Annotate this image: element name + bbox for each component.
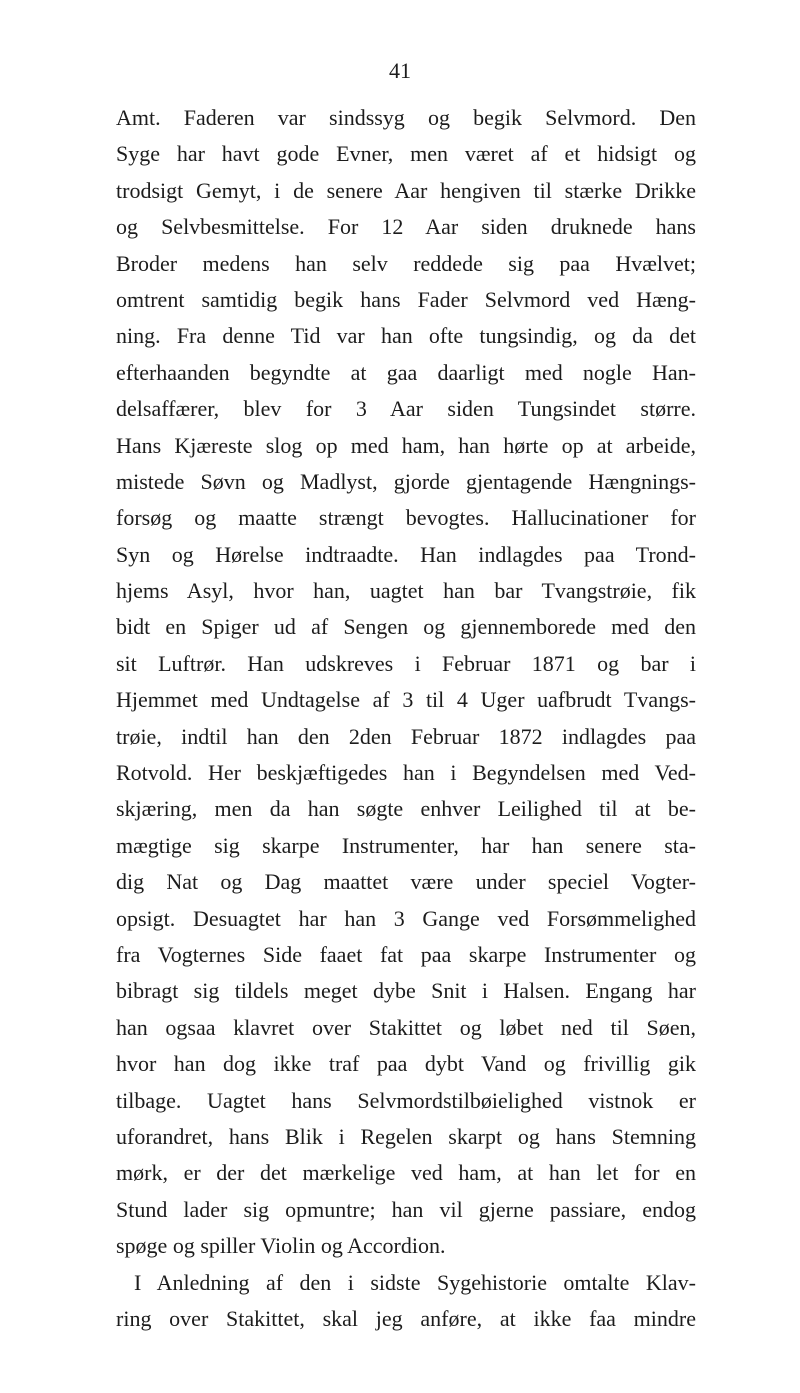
text-line: omtrent samtidig begik hans Fader Selvmord ved Hæng-	[116, 286, 696, 312]
text-line: uforandret, hans Blik i Regelen skarpt og hans Stemning	[116, 1123, 696, 1149]
text-line: Hans Kjæreste slog op med ham, han hørte op at arbeide,	[116, 432, 696, 458]
body-text	[116, 100, 696, 1337]
text-line: dig Nat og Dag maattet være under speciel Vogter-	[116, 869, 696, 895]
text-line: delsaffærer, blev for 3 Aar siden Tungsindet større.	[116, 396, 696, 422]
text-line: hvor han dog ikke traf paa dybt Vand og frivillig gik	[116, 1051, 696, 1077]
text-line: bibragt sig tildels meget dybe Snit i Halsen. Engang har	[116, 978, 696, 1004]
text-line: mægtige sig skarpe Instrumenter, har han senere sta-	[116, 832, 696, 858]
text-line: trøie, indtil han den 2den Februar 1872 indlagdes paa	[116, 723, 696, 749]
text-line: bidt en Spiger ud af Sengen og gjennemborede med den	[116, 614, 696, 640]
text-line: ring over Stakittet, skal jeg anføre, at ikke faa mindre	[116, 1305, 696, 1331]
text-line: fra Vogternes Side faaet fat paa skarpe Instrumenter og	[116, 941, 696, 967]
text-line: mistede Søvn og Madlyst, gjorde gjentagende Hængnings-	[116, 468, 696, 494]
text-line: Broder medens han selv reddede sig paa Hvælvet;	[116, 250, 696, 276]
text-line: forsøg og maatte strængt bevogtes. Hallucinationer for	[116, 505, 696, 531]
text-line: Syn og Hørelse indtraadte. Han indlagdes paa Trond-	[116, 541, 696, 567]
text-line: og Selvbesmittelse. For 12 Aar siden druknede hans	[116, 214, 696, 240]
text-line-paragraph-end: spøge og spiller Violin og Accordion.	[116, 1233, 446, 1259]
text-line: opsigt. Desuagtet har han 3 Gange ved Forsømmelighed	[116, 905, 696, 931]
text-line: hjems Asyl, hvor han, uagtet han bar Tvangstrøie, fik	[116, 578, 696, 604]
text-line: Stund lader sig opmuntre; han vil gjerne passiare, endog	[116, 1196, 696, 1222]
text-line: skjæring, men da han søgte enhver Leilighed til at be-	[116, 796, 696, 822]
text-line: efterhaanden begyndte at gaa daarligt med nogle Han-	[116, 359, 696, 385]
text-line: Amt. Faderen var sindssyg og begik Selvmord. Den	[116, 105, 696, 130]
text-line: mørk, er der det mærkelige ved ham, at han let for en	[116, 1160, 696, 1186]
text-line: tilbage. Uagtet hans Selvmordstilbøielighed vistnok er	[116, 1087, 696, 1113]
text-line-paragraph-start: I Anledning af den i sidste Sygehistorie omtalte Klav-	[134, 1269, 696, 1295]
text-line: Syge har havt gode Evner, men været af et hidsigt og	[116, 141, 696, 167]
page-number: 41	[389, 58, 411, 83]
text-line: sit Luftrør. Han udskreves i Februar 1871 og bar i	[116, 650, 696, 676]
text-line: Hjemmet med Undtagelse af 3 til 4 Uger uafbrudt Tvangs-	[116, 687, 696, 713]
text-line: han ogsaa klavret over Stakittet og løbet ned til Søen,	[116, 1014, 696, 1040]
text-line: ning. Fra denne Tid var han ofte tungsindig, og da det	[116, 323, 696, 349]
text-line: trodsigt Gemyt, i de senere Aar hengiven til stærke Drikke	[116, 177, 696, 203]
text-line: Rotvold. Her beskjæftigedes han i Begyndelsen med Ved-	[116, 760, 696, 786]
